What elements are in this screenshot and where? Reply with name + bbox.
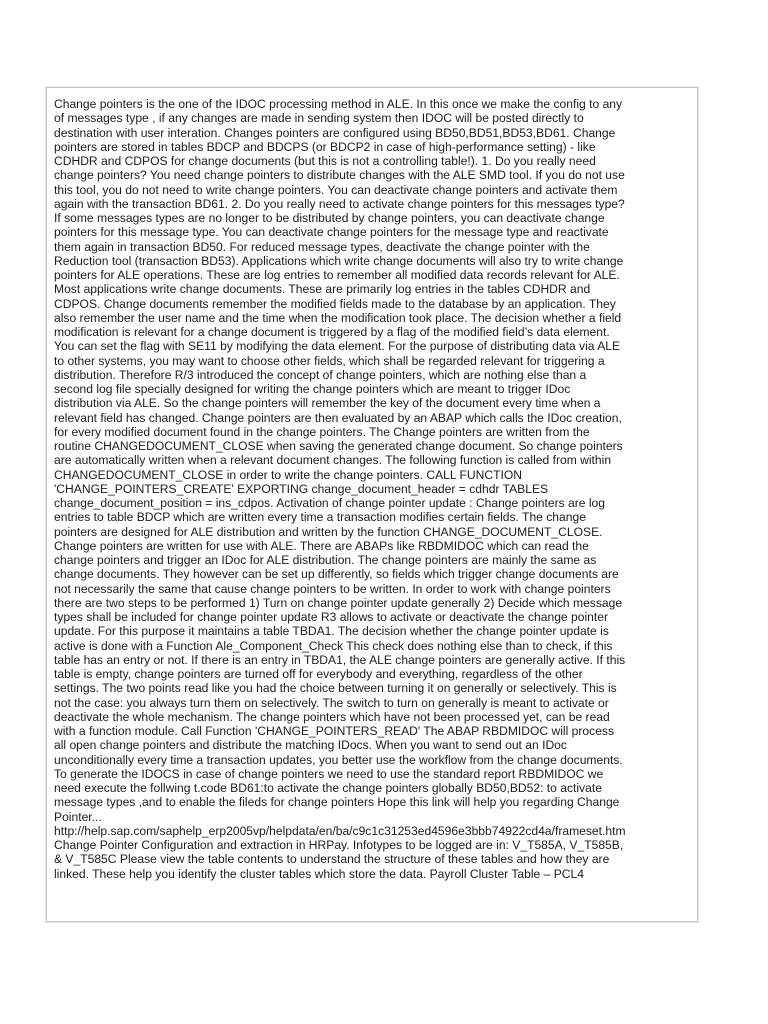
document-frame — [46, 87, 698, 922]
document-body-text: Change pointers is the one of the IDOC processing method in ALE. In this once we make the config to any of messages type , if any changes are made in sending system then IDOC will be posted directly to destination with user interation. Changes pointers are configured using BD50,BD51,BD53,BD61. Change pointers are stored in tables BDCP and BDCPS (or BDCP2 in case of high-performance setting) - like CDHDR and CDPOS for change documents (but this is not a controlling table!). 1. Do you really need change pointers? You need change pointers to distribute changes with the ALE SMD tool. If you do not use this tool, you do not need to write change pointers. You can deactivate change pointers and activate them again with the transaction BD61. 2. Do you really need to activate change pointers for this messages type? If some messages types are no longer to be distributed by change pointers, you can deactivate change pointers for this message type. You can deactivate change pointers for the message type and reactivate them again in transaction BD50. For reduced message types, deactivate the change pointer with the Reduction tool (transaction BD53). Applications which write change documents will also try to write change pointers for ALE operations. These are log entries to remember all modified data records relevant for ALE. Most applications write change documents. These are primarily log entries in the tables CDHDR and CDPOS. Change documents remember the modified fields made to the database by an application. They also remember the user name and the time when the modification took place. The decision whether a field modification is relevant for a change document is triggered by a flag of the modified field’s data element. You can set the flag with SE11 by modifying the data element. For the purpose of distributing data via ALE to other systems, you may want to choose other fields, which shall be regarded relevant for triggering a distribution. Therefore R/3 introduced the concept of change pointers, which are nothing else than a second log file specially designed for writing the change pointers which are meant to trigger IDoc distribution via ALE. So the change pointers will remember the key of the document every time when a relevant field has changed. Change pointers are then evaluated by an ABAP which calls the IDoc creation, for every modified document found in the change pointers. The Change pointers are written from the routine CHANGEDOCUMENT_CLOSE when saving the generated change document. So change pointers are automatically written when a relevant document changes. The following function is called from within CHANGEDOCUMENT_CLOSE in order to write the change pointers. CALL FUNCTION 'CHANGE_POINTERS_CREATE' EXPORTING change_document_header = cdhdr TABLES change_document_position = ins_cdpos. Activation of change pointer update : Change pointers are log entries to table BDCP which are written every time a transaction modifies certain fields. The change pointers are designed for ALE distribution and written by the function CHANGE_DOCUMENT_CLOSE. Change pointers are written for use with ALE. There are ABAPs like RBDMIDOC which can read the change pointers and trigger an IDoc for ALE distribution. The change pointers are mainly the same as change documents. They however can be set up differently, so fields which trigger change documents are not necessarily the same that cause change pointers to be written. In order to work with change pointers there are two steps to be performed 1) Turn on change pointer update generally 2) Decide which message types shall be included for change pointer update R3 allows to activate or deactivate the change pointer update. For this purpose it maintains a table TBDA1. The decision whether the change pointer update is active is done with a Function Ale_Component_Check This check does nothing else than to check, if this table has an entry or not. If there is an entry in TBDA1, the ALE change pointers are generally active. If this table is empty, change pointers are turned off for everybody and everything, regardless of the other settings. The two points read like you had the choice between turning it on generally or selectively. This is not the case: you always turn them on selectively. The switch to turn on generally is meant to activate or deactivate the whole mechanism. The change pointers which have not been processed yet, can be read with a function module. Call Function 'CHANGE_POINTERS_READ' The ABAP RBDMIDOC will process all open change pointers and distribute the matching IDocs. When you want to send out an IDoc unconditionally every time a transaction updates, you better use the workflow from the change documents. To generate the IDOCS in case of change pointers we need to use the standard report RBDMIDOC we need execute the follwing t.code BD61:to activate the change pointers globally BD50,BD52: to activate message types ,and to enable the fileds for change pointers Hope this link will help you regarding Change Pointer... http://help.sap.com/saphelp_erp2005vp/helpdata/en/ba/c9c1c31253ed4596e3bbb74922cd4a/frameset.htm Change Pointer Configuration and extraction in HRPay. Infotypes to be logged are in: V_T585A, V_T585B, & V_T585C Please view the table contents to understand the structure of these tables and how they are linked. These help you identify the cluster tables which store the data. Payroll Cluster Table – PCL4 — [54, 97, 626, 881]
